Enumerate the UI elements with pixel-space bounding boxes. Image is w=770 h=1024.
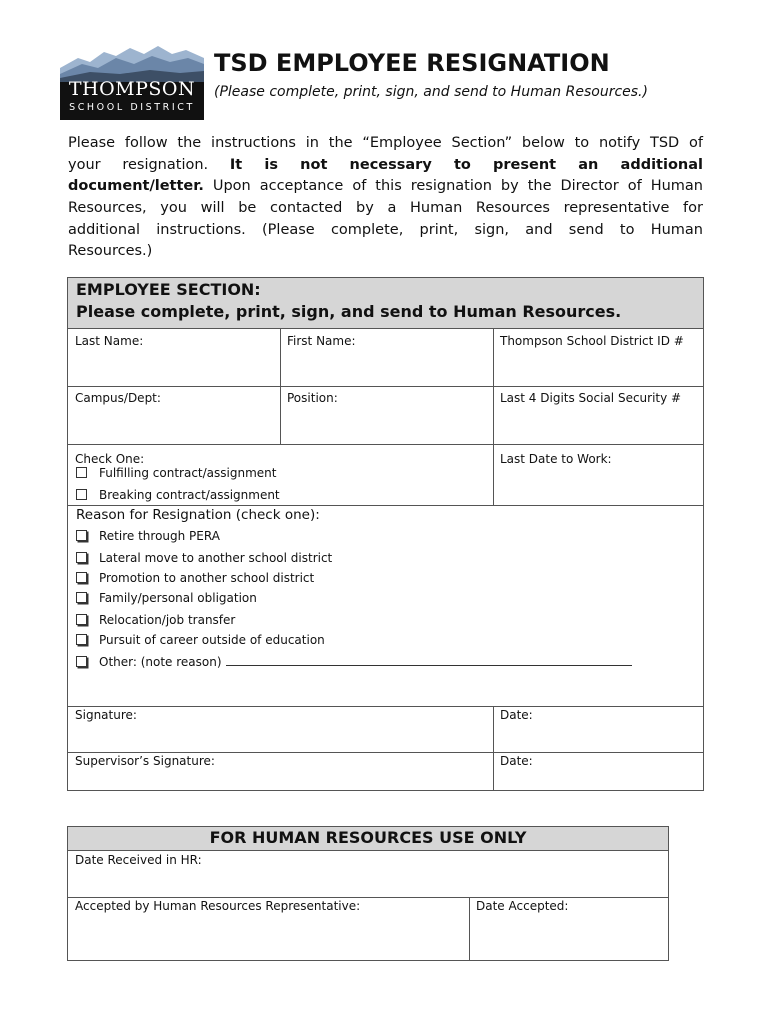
ssn-field[interactable] [493,386,703,444]
supervisor-date-label: Date: [500,754,533,768]
supervisor-signature-field[interactable] [68,752,493,790]
checkbox[interactable] [76,592,87,603]
check-option-label: Breaking contract/assignment [99,488,280,502]
position-label: Position: [287,391,338,405]
accepted-by-field[interactable] [68,897,469,960]
date-received-field[interactable] [68,850,668,897]
last-name-label: Last Name: [75,334,144,348]
intro-line-1: Please follow the instructions in the “Employee Section” below to notify TSD of [68,135,703,151]
reason-label: Other: (note reason) [99,655,222,669]
position-field[interactable] [280,386,493,444]
logo-subtitle: SCHOOL DISTRICT [69,102,195,113]
supervisor-signature-label: Supervisor’s Signature: [75,754,215,768]
supervisor-date-field[interactable] [493,752,703,790]
intro-line-3 [68,176,703,198]
date-accepted-label: Date Accepted: [476,899,569,913]
reason-option[interactable] [76,550,332,566]
intro-line-6: Resources.) [68,243,153,260]
intro-line-2a: your resignation. [68,156,209,173]
checkbox[interactable] [76,489,87,500]
checkbox[interactable] [76,552,87,563]
last-date-field[interactable] [493,444,703,505]
campus-dept-label: Campus/Dept: [75,391,161,405]
checkbox[interactable] [76,634,87,645]
district-id-field[interactable] [493,329,703,386]
last-date-label: Last Date to Work: [500,452,612,466]
reason-label: Family/personal obligation [99,591,257,605]
checkbox[interactable] [76,656,87,667]
reason-label: Promotion to another school district [99,571,315,585]
checkbox[interactable] [76,572,87,583]
reason-option[interactable] [76,570,314,586]
check-option-label: Fulfilling contract/assignment [99,466,277,480]
first-name-field[interactable] [280,329,493,386]
accepted-by-label: Accepted by Human Resources Representative: [75,899,361,913]
logo-name: THOMPSON [68,78,196,100]
intro-line-4: Resources, you will be contacted by a Human Resources representative for [68,200,703,217]
other-reason-line[interactable] [226,654,632,666]
reason-option[interactable] [76,632,325,648]
campus-dept-field[interactable] [68,386,280,444]
thompson-school-district-logo [60,40,204,120]
intro-line-5: additional instructions. (Please complete, print, sign, and send to Human [68,221,703,238]
mountain-logo-icon [60,40,204,82]
reason-label: Retire through PERA [99,529,220,543]
reason-label: Pursuit of career outside of education [99,633,325,647]
reason-option[interactable] [76,528,220,544]
employee-section-header [68,278,703,329]
page-subtitle: (Please complete, print, sign, and send to Human Resources.) [214,84,648,100]
check-option-breaking[interactable] [76,487,280,503]
reason-label: Relocation/job transfer [99,613,236,627]
instructions-paragraph [68,133,703,263]
signature-date-field[interactable] [493,706,703,752]
employee-section-title: EMPLOYEE SECTION: [76,280,261,299]
date-received-label: Date Received in HR: [75,853,202,867]
signature-label: Signature: [75,708,137,722]
date-accepted-field[interactable] [469,897,668,960]
employee-section-instructions: Please complete, print, sign, and send to Human Resources. [76,302,622,321]
reason-option-other[interactable] [76,654,632,670]
employee-section [67,277,704,791]
hr-section-title: FOR HUMAN RESOURCES USE ONLY [68,827,668,851]
reason-option[interactable] [76,612,235,628]
check-option-fulfilling[interactable] [76,465,276,481]
reason-title: Reason for Resignation (check one): [76,507,320,523]
district-id-label: Thompson School District ID # [500,334,684,348]
checkbox[interactable] [76,614,87,625]
intro-line-3b: Upon acceptance of this resignation by the Director of Human [203,178,703,195]
check-one-label: Check One: [75,452,145,466]
signature-field[interactable] [68,706,493,752]
last-name-field[interactable] [68,329,280,386]
hr-section [67,826,669,961]
checkbox[interactable] [76,467,87,478]
ssn-label: Last 4 Digits Social Security # [500,391,682,405]
intro-line-2 [68,155,703,177]
checkbox[interactable] [76,530,87,541]
intro-line-3a: document/letter. [68,178,204,195]
reason-label: Lateral move to another school district [99,551,333,565]
signature-date-label: Date: [500,708,533,722]
page-title: TSD EMPLOYEE RESIGNATION [214,49,610,77]
reason-option[interactable] [76,590,257,606]
intro-line-2b: It is not necessary to present an additional [229,156,703,173]
first-name-label: First Name: [287,334,356,348]
